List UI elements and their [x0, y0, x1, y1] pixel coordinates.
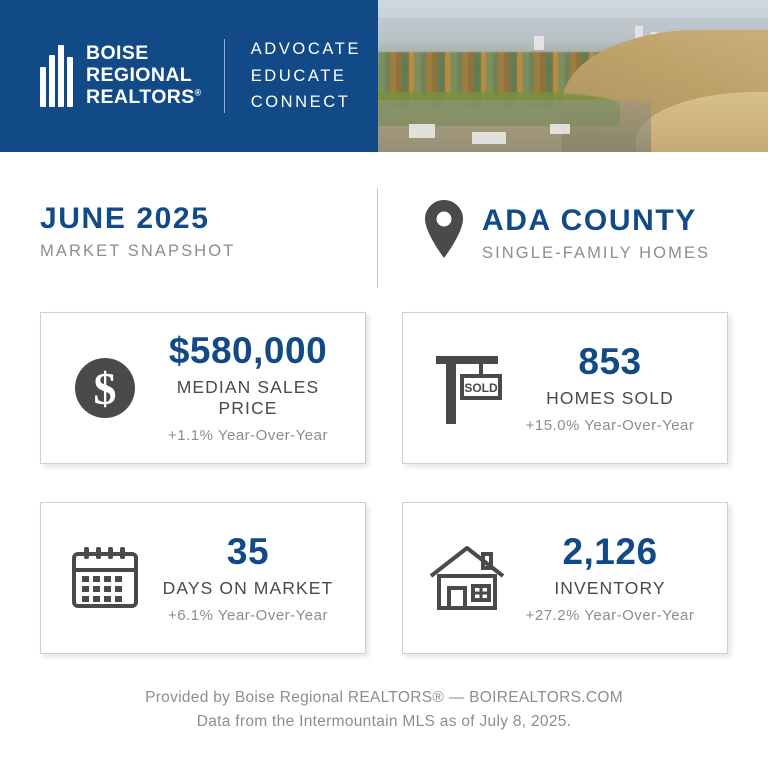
- logo-line-3-text: REALTORS: [86, 85, 195, 108]
- stat-card-body: [153, 530, 349, 624]
- title-divider: [377, 188, 378, 288]
- house-icon: [419, 540, 515, 616]
- map-pin-icon: [420, 198, 468, 260]
- region-name: ADA COUNTY: [482, 204, 697, 237]
- stat-label: MEDIAN SALES PRICE: [176, 377, 320, 418]
- stat-card-days-on-market: [40, 502, 366, 654]
- logo: [40, 36, 361, 116]
- tagline-line-3: CONNECT: [250, 93, 351, 112]
- footer: [0, 686, 768, 734]
- stat-delta: +15.0% Year-Over-Year: [525, 416, 695, 434]
- stat-delta: +6.1% Year-Over-Year: [168, 606, 328, 624]
- sold-sign-icon: [419, 348, 515, 428]
- stat-value: 2,126: [562, 530, 658, 572]
- region-subtitle: SINGLE-FAMILY HOMES: [482, 244, 711, 262]
- header-aerial-photo: [378, 0, 768, 152]
- stat-card-body: [153, 332, 349, 444]
- stat-delta: +1.1% Year-Over-Year: [168, 427, 328, 444]
- logo-mark-icon: [40, 45, 74, 107]
- logo-line-3: [86, 87, 202, 109]
- header-brand-panel: [0, 0, 378, 152]
- calendar-icon: [57, 542, 153, 614]
- stat-delta: +27.2% Year-Over-Year: [525, 606, 695, 624]
- stat-card-body: [515, 530, 711, 624]
- title-row: [0, 188, 768, 298]
- stat-card-row-1: [40, 312, 728, 464]
- tagline: [251, 36, 361, 116]
- stat-card-median-sales-price: [40, 312, 366, 464]
- stat-value: $580,000: [168, 330, 328, 371]
- stat-value: 35: [226, 530, 270, 572]
- title-right: [420, 198, 710, 263]
- tagline-line-2: EDUCATE: [250, 66, 347, 85]
- logo-line-1: BOISE: [86, 42, 149, 65]
- logo-wordmark: [86, 43, 202, 108]
- svg-text:SOLD: SOLD: [464, 381, 498, 395]
- tagline-line-1: ADVOCATE: [250, 39, 362, 58]
- dollar-circle-icon: [57, 352, 153, 424]
- stat-cards: [40, 312, 728, 692]
- report-month: JUNE 2025: [40, 202, 210, 235]
- report-subtitle: MARKET SNAPSHOT: [40, 242, 236, 260]
- svg-text:$: $: [93, 363, 117, 414]
- footer-line-1: Provided by Boise Regional REALTORS® — BOIREALTORS.COM: [145, 688, 623, 706]
- stat-value: 853: [578, 340, 642, 382]
- logo-line-2: REGIONAL: [86, 64, 193, 87]
- title-right-text: [482, 198, 710, 263]
- stat-label: DAYS ON MARKET: [162, 577, 334, 598]
- header: [0, 0, 768, 152]
- stat-card-body: [515, 340, 711, 434]
- stat-label: INVENTORY: [554, 577, 666, 598]
- stat-label: HOMES SOLD: [546, 387, 674, 408]
- logo-trademark: ®: [194, 87, 202, 98]
- logo-divider: [224, 39, 225, 113]
- stat-card-row-2: [40, 502, 728, 654]
- footer-line-2: Data from the Intermountain MLS as of July 8, 2025.: [196, 712, 572, 730]
- title-left: [40, 202, 235, 261]
- stat-card-inventory: [402, 502, 728, 654]
- stat-card-homes-sold: [402, 312, 728, 464]
